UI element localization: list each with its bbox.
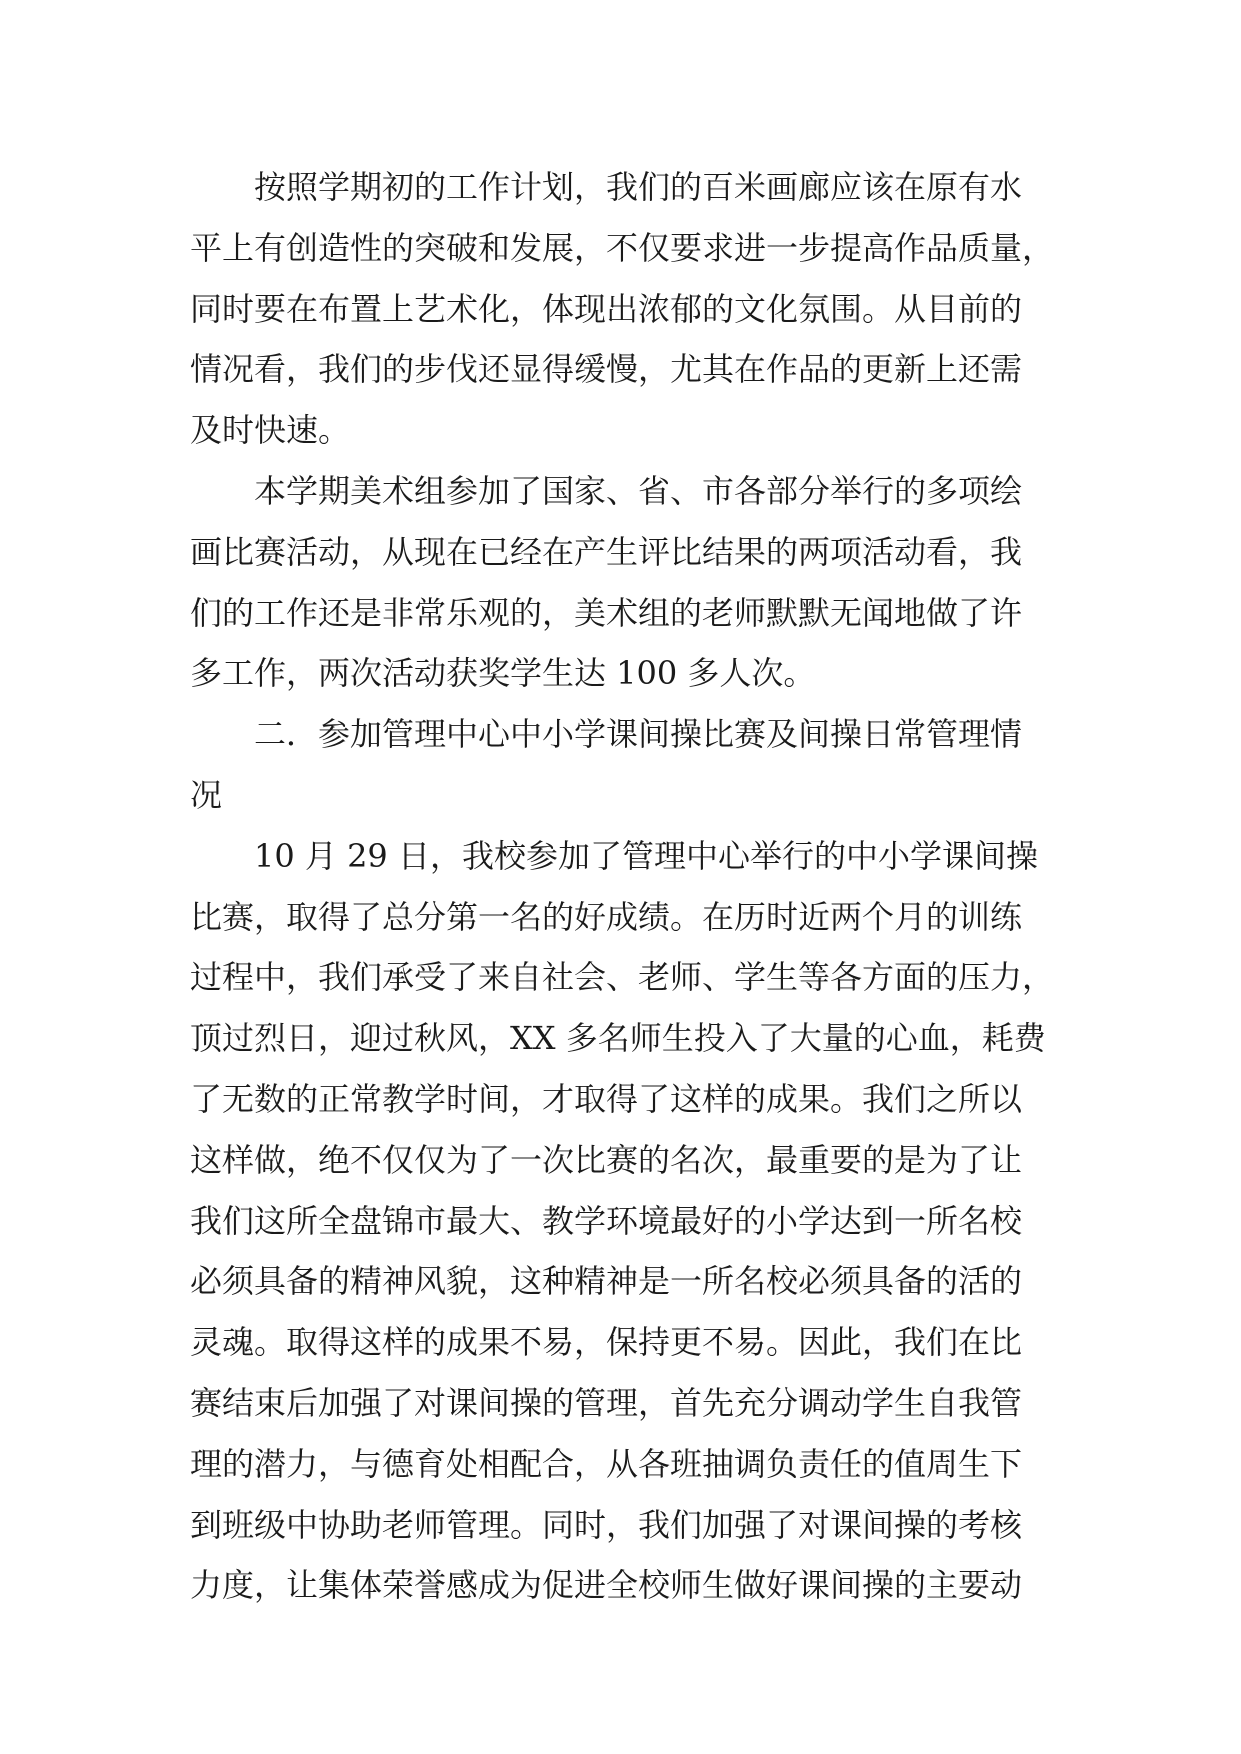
text-line: 了无数的正常教学时间，才取得了这样的成果。我们之所以 (190, 1079, 1023, 1118)
text-line: 到班级中协助老师管理。同时，我们加强了对课间操的考核 (190, 1505, 1023, 1544)
text-line: 赛结束后加强了对课间操的管理，首先充分调动学生自我管 (190, 1383, 1023, 1422)
text-line: 力度，让集体荣誉感成为促进全校师生做好课间操的主要动 (190, 1566, 1023, 1605)
text-line: 顶过烈日，迎过秋风，XX 多名师生投入了大量的心血，耗费 (190, 1019, 1046, 1058)
text-line: 比赛，取得了总分第一名的好成绩。在历时近两个月的训练 (190, 897, 1023, 936)
text-line: 10 月 29 日，我校参加了管理中心举行的中小学课间操 (190, 836, 1038, 875)
text-line: 理的潜力，与德育处相配合，从各班抽调负责任的值周生下 (190, 1444, 1023, 1483)
body-text (190, 157, 1070, 1616)
text-line: 灵魂。取得这样的成果不易，保持更不易。因此，我们在比 (190, 1323, 1023, 1362)
section-heading-line: 二．参加管理中心中小学课间操比赛及间操日常管理情 (190, 715, 1023, 754)
text-line: 过程中，我们承受了来自社会、老师、学生等各方面的压力， (190, 958, 1055, 997)
section-heading-line: 况 (190, 775, 223, 814)
text-line: 按照学期初的工作计划，我们的百米画廊应该在原有水 (190, 168, 1023, 206)
text-line: 同时要在布置上艺术化，体现出浓郁的文化氛围。从目前的 (190, 289, 1023, 328)
text-line: 平上有创造性的突破和发展，不仅要求进一步提高作品质量， (190, 228, 1055, 267)
text-line: 本学期美术组参加了国家、省、市各部分举行的多项绘 (190, 471, 1023, 510)
text-line: 情况看，我们的步伐还显得缓慢，尤其在作品的更新上还需 (190, 350, 1023, 389)
text-line: 多工作，两次活动获奖学生达 100 多人次。 (190, 654, 816, 693)
text-line: 及时快速。 (190, 411, 351, 450)
text-line: 必须具备的精神风貌，这种精神是一所名校必须具备的活的 (190, 1262, 1023, 1301)
text-line: 这样做，绝不仅仅为了一次比赛的名次，最重要的是为了让 (190, 1140, 1023, 1179)
text-line: 我们这所全盘锦市最大、教学环境最好的小学达到一所名校 (190, 1201, 1023, 1240)
text-line: 们的工作还是非常乐观的，美术组的老师默默无闻地做了许 (190, 593, 1023, 632)
text-line: 画比赛活动，从现在已经在产生评比结果的两项活动看，我 (190, 532, 1023, 571)
